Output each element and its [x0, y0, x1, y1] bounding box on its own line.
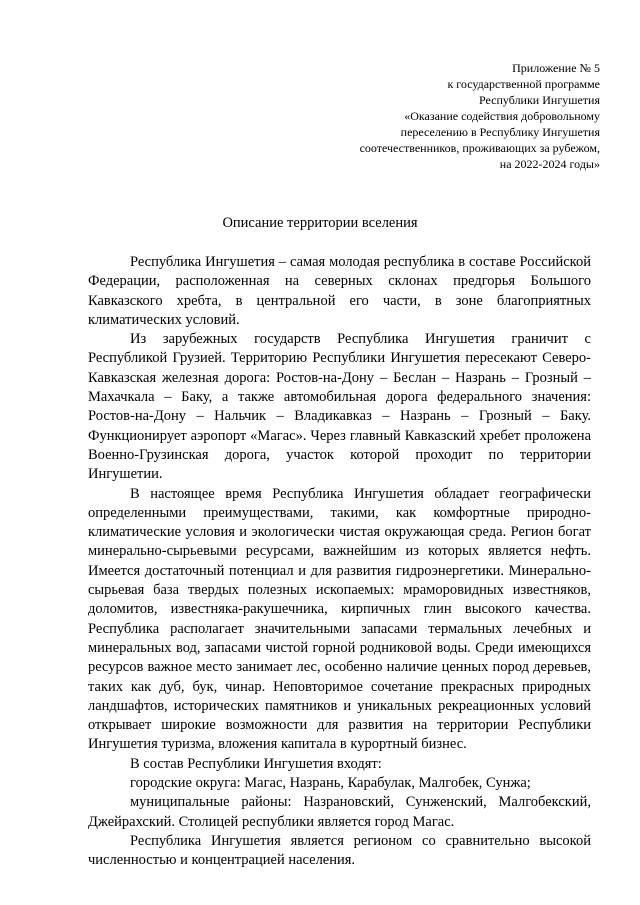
annex-line: на 2022-2024 годы» — [499, 157, 600, 171]
annex-line: Приложение № 5 — [512, 61, 600, 75]
body-paragraph: В состав Республики Ингушетия входят: — [130, 755, 382, 772]
annex-line: соотечественников, проживающих за рубежом, — [359, 141, 600, 155]
annex-line: «Оказание содействия добровольному — [404, 109, 600, 123]
body-paragraph: Из зарубежных государств Республика Ингушетия граничит с Республикой Грузией. Территорию Республики Ингушетия пересекают Северо-Кавказская железная дорога: Ростов-на-Дону – Беслан – Назрань – Грозный – Махачкала – Баку, а также автомобильная дорога федерального значения: Ростов-на-Дону – Нальчик – Владикавказ – Назрань – Грозный – Баку. Функционирует аэропорт «Магас». Через главный Кавказский хребет проложена Военно-Грузинская дорога, участок которой проходит по территории Ингушетии. — [88, 331, 591, 483]
body-paragraph: В настоящее время Республика Ингушетия обладает географически определенными преимуществами, такими, как комфортные природно-климатические условия и экологически чистая окружающая среда. Регион богат минерально-сырьевыми ресурсами, важнейшим из которых является нефть. Имеется достаточный потенциал и для развития гидроэнергетики. Минерально-сырьевая база твердых полезных ископаемых: мраморовидных известняков, доломитов, известняка-ракушечника, кирпичных глин высокого качества. Республика располагает значительными запасами термальных лечебных и минеральных вод, запасами чистой горной родниковой воды. Среди имеющихся ресурсов важное место занимает лес, особенно наличие ценных пород деревьев, таких как дуб, бук, чинар. Неповторимое сочетание прекрасных природных ландшафтов, исторических памятников и уникальных рекреационных условий открывает широкие возможности для развития на территории Республики Ингушетия туризма, вложения капитала в курортный бизнес. — [88, 485, 591, 753]
document-title: Описание территории вселения — [222, 215, 418, 231]
annex-header — [300, 60, 600, 172]
body-paragraph: муниципальные районы: Назрановский, Сунженский, Малгобекский, Джейрахский. Столицей республики является город Магас. — [88, 794, 591, 830]
body-paragraph: Республика Ингушетия является регионом со сравнительно высокой численностью и концентрацией населения. — [88, 832, 591, 869]
body-paragraph: Республика Ингушетия – самая молодая республика в составе Российской Федерации, расположенная на северных склонах предгорья Большого Кавказского хребта, в центральной его части, в зоне благоприятных климатических условий. — [88, 254, 591, 328]
body-paragraph: городские округа: Магас, Назрань, Карабулак, Малгобек, Сунжа; — [130, 775, 531, 792]
annex-line: переселению в Республику Ингушетия — [400, 125, 600, 139]
document-body — [88, 253, 591, 871]
annex-line: Республики Ингушетия — [479, 93, 600, 107]
annex-line: к государственной программе — [447, 77, 600, 91]
